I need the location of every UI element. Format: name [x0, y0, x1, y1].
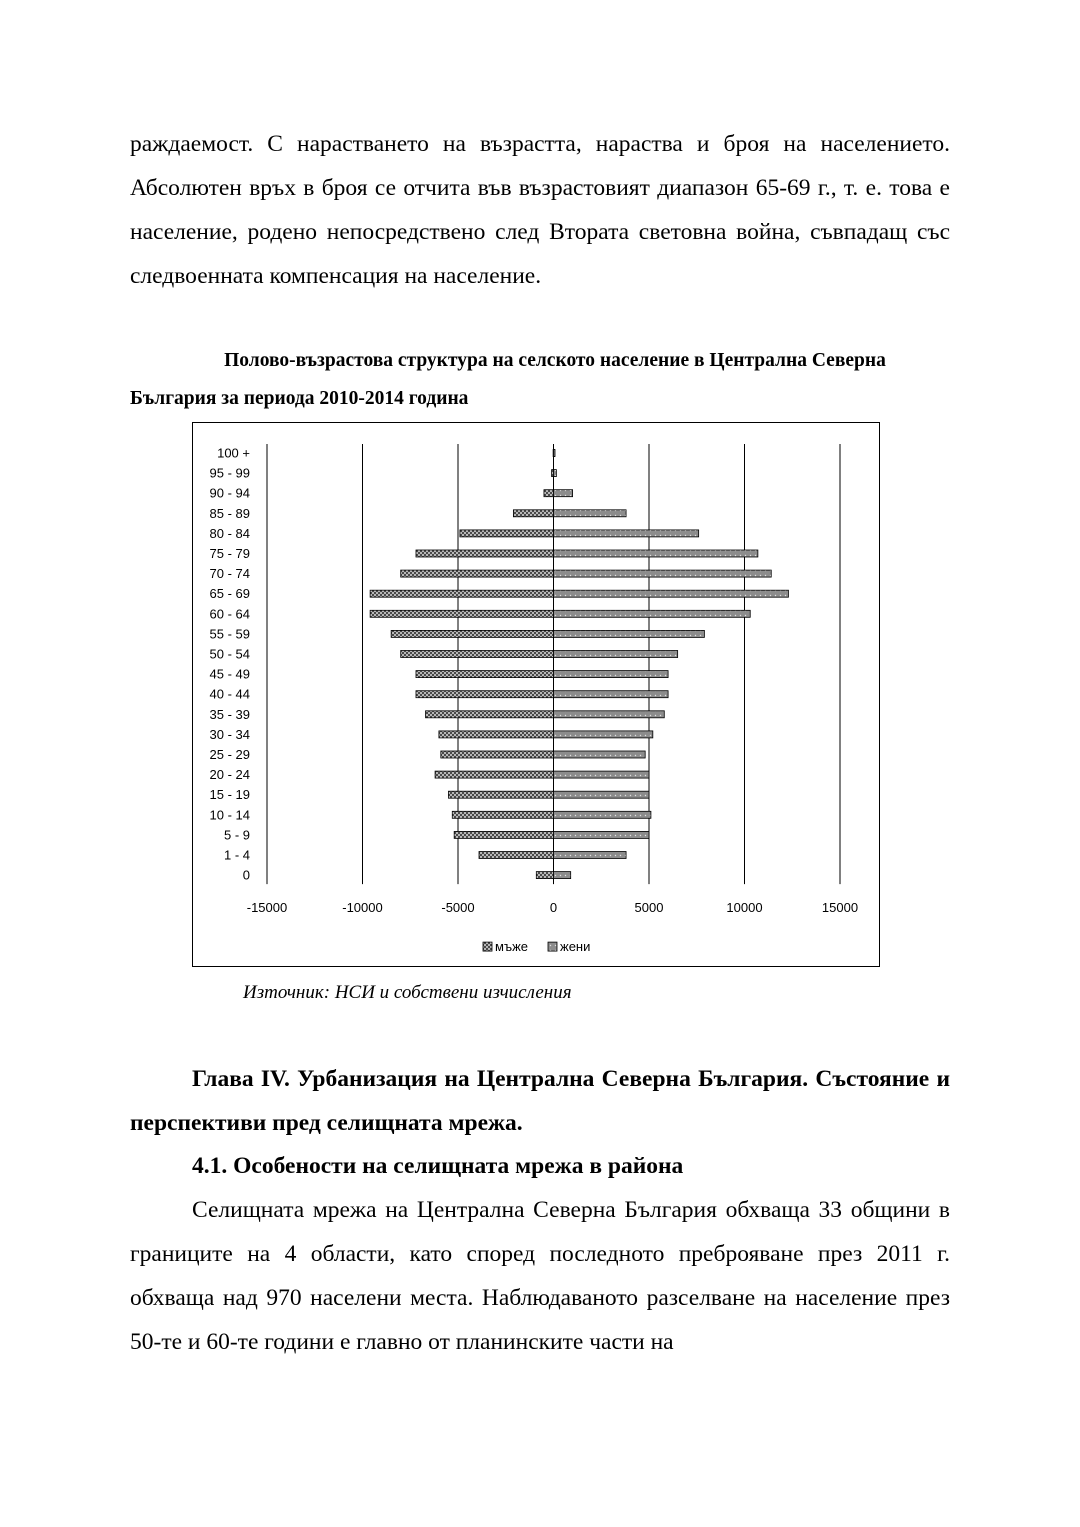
- bar-male: [416, 550, 554, 557]
- chapter-heading-text: Глава IV. Урбанизация на Централна Северна България. Състояние и перспективи пред селищната мрежа.: [130, 1066, 950, 1136]
- bar-male: [391, 630, 553, 637]
- legend-label: мъже: [495, 939, 528, 955]
- bar-female: [554, 510, 627, 517]
- bar-male: [454, 831, 553, 838]
- bar-female: [554, 530, 699, 537]
- bar-male: [435, 771, 553, 778]
- bar-female: [554, 811, 651, 818]
- bar-male: [401, 570, 554, 577]
- y-tick-label: 80 - 84: [209, 525, 250, 541]
- bar-male: [441, 751, 554, 758]
- population-pyramid-chart: [192, 422, 880, 967]
- y-tick-label: 60 - 64: [209, 606, 250, 622]
- bar-male: [460, 530, 554, 537]
- bar-female: [554, 590, 789, 597]
- y-tick-label: 25 - 29: [209, 747, 250, 762]
- body-paragraph: Селищната мрежа на Централна Северна България обхваща 33 общини в границите на 4 области, като според последното преброяване през 2011 г. обхваща над 970 населени места. Наблюдаваното разселване на население през 50-те и 60-те години е главно от планинските части на: [130, 1197, 950, 1355]
- x-tick-label: 0: [549, 900, 558, 916]
- y-tick-label: 55 - 59: [209, 626, 250, 642]
- section-heading: 4.1. Особености на селищната мрежа в района: [192, 1153, 684, 1179]
- bar-female: [554, 490, 573, 497]
- y-tick-label: 90 - 94: [209, 485, 250, 501]
- bars-layer: [370, 450, 788, 879]
- bar-female: [554, 791, 650, 798]
- bar-male: [370, 610, 553, 617]
- bar-female: [554, 651, 678, 658]
- bar-male: [536, 872, 553, 879]
- y-tick-label: 45 - 49: [209, 666, 250, 682]
- y-tick-label: 20 - 24: [209, 767, 250, 783]
- bar-female: [554, 550, 758, 557]
- y-tick-label: 35 - 39: [209, 706, 250, 722]
- x-tick-label: -15000: [246, 900, 288, 916]
- y-tick-label: 1 - 4: [223, 847, 250, 863]
- chapter-heading: [130, 1057, 950, 1145]
- figure-caption: [130, 342, 950, 418]
- bar-female: [554, 691, 669, 698]
- x-tick-label: 10000: [726, 900, 763, 916]
- x-tick-label: 15000: [821, 900, 859, 916]
- bar-female: [554, 671, 669, 678]
- y-tick-label: 40 - 44: [209, 686, 250, 702]
- y-tick-label: 30 - 34: [209, 726, 250, 742]
- y-tick-label: 95 - 99: [209, 465, 250, 481]
- bar-female: [554, 751, 646, 758]
- bar-male: [401, 651, 554, 658]
- y-tick-label: 65 - 69: [209, 586, 250, 602]
- bar-female: [554, 872, 571, 879]
- y-tick-label: 75 - 79: [209, 546, 250, 561]
- bar-female: [554, 570, 772, 577]
- y-tick-label: 85 - 89: [209, 505, 250, 521]
- bar-male: [416, 671, 554, 678]
- chart-svg: [193, 423, 879, 966]
- bar-female: [554, 610, 751, 617]
- bar-female: [554, 831, 650, 838]
- bar-female: [554, 450, 556, 457]
- bar-female: [554, 731, 653, 738]
- y-tick-label: 10 - 14: [209, 807, 250, 823]
- bar-female: [554, 711, 665, 718]
- x-tick-label: -10000: [342, 900, 383, 916]
- x-tick-label: 5000: [634, 900, 664, 916]
- legend-swatch: [548, 942, 557, 951]
- figure-caption-line-2: България за периода 2010-2014 година: [130, 388, 469, 409]
- bar-male: [544, 490, 554, 497]
- legend-swatch: [483, 942, 492, 951]
- legend-label: жени: [560, 939, 591, 955]
- figure-source: Източник: НСИ и собствени изчисления: [243, 982, 572, 1003]
- bar-female: [554, 470, 557, 477]
- intro-paragraph: раждаемост. С нарастването на възрастта, нараства и броя на населението. Абсолютен връх в броя се отчита във възрастовият диапазон 65-69 г., т. е. това е население, родено непосредствено след Втората световна война, съвпадащ със следвоенната компенсация на население.: [130, 131, 950, 289]
- bar-male: [452, 811, 553, 818]
- y-tick-label: 5 - 9: [223, 827, 250, 843]
- bar-male: [426, 711, 554, 718]
- y-tick-label: 50 - 54: [209, 646, 250, 662]
- legend: [483, 939, 590, 954]
- figure-caption-line-1: Полово-възрастова структура на селското население в Централна Северна: [224, 350, 886, 371]
- bar-male: [439, 731, 554, 738]
- bar-male: [479, 852, 553, 859]
- y-tick-label: 100 +: [217, 445, 250, 461]
- bar-female: [554, 630, 705, 637]
- bar-male: [370, 590, 553, 597]
- y-tick-label: 15 - 19: [209, 787, 250, 803]
- x-tick-label: -5000: [441, 900, 475, 916]
- y-tick-label: 0: [242, 867, 250, 883]
- bar-male: [416, 691, 554, 698]
- bar-male: [513, 510, 553, 517]
- y-tick-label: 70 - 74: [209, 566, 250, 582]
- bar-female: [554, 852, 627, 859]
- bar-male: [448, 791, 553, 798]
- bar-female: [554, 771, 650, 778]
